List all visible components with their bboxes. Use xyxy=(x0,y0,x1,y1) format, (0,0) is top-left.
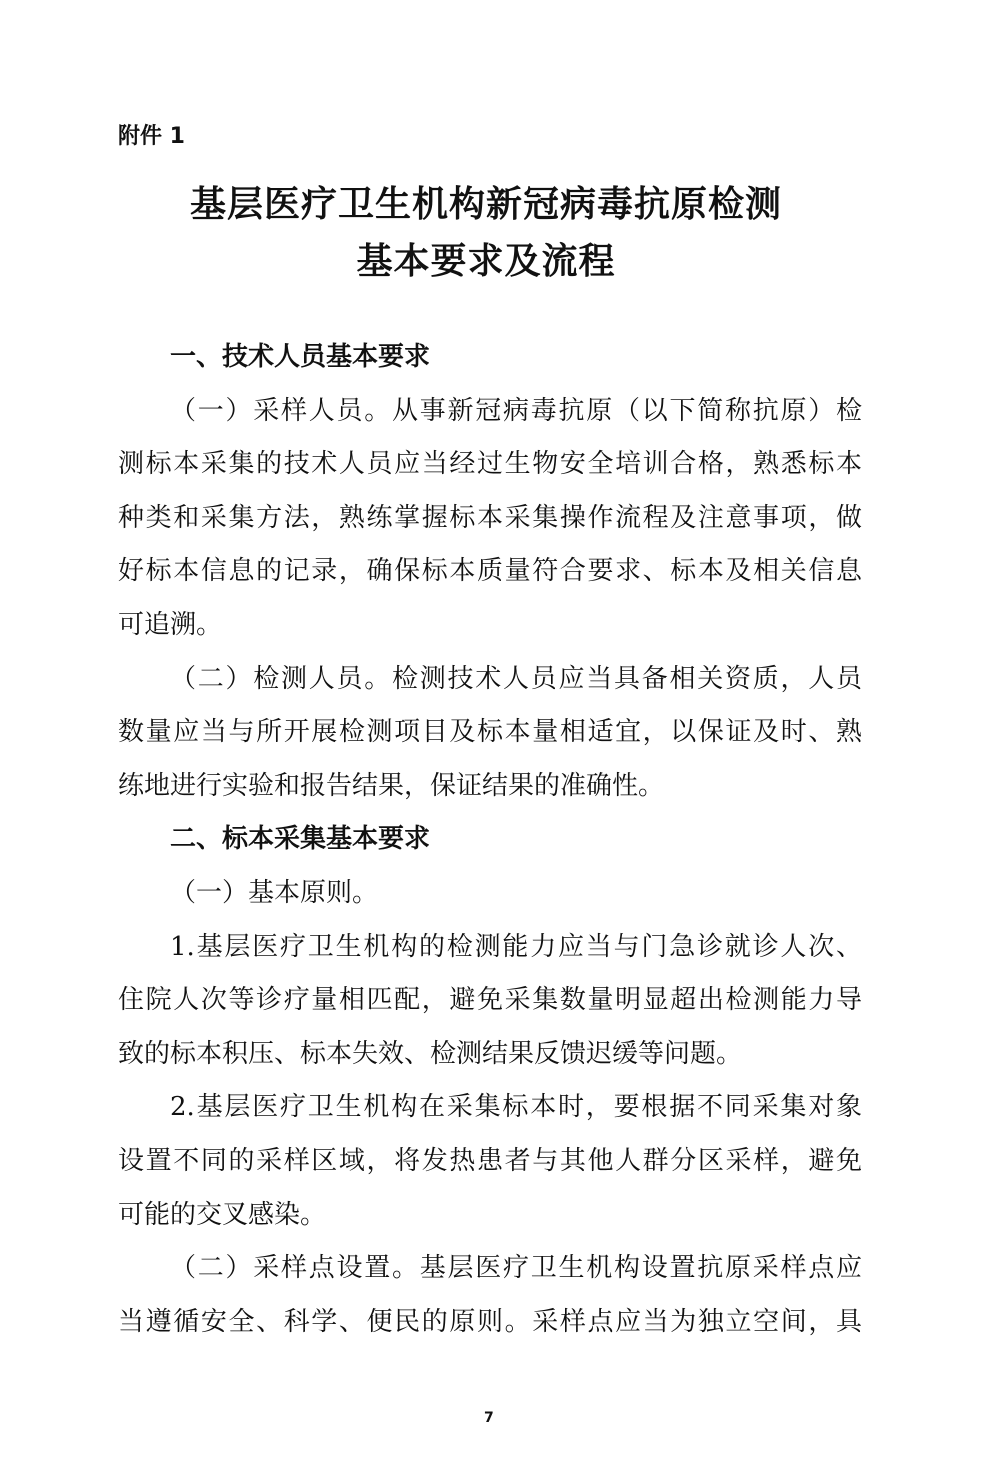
document-title-line-1: 基层医疗卫生机构新冠病毒抗原检测 xyxy=(189,184,782,225)
paragraph-line: （二）采样点设置。基层医疗卫生机构设置抗原采样点应 xyxy=(170,1253,862,1284)
paragraph-line: 可追溯。 xyxy=(118,609,223,640)
paragraph-line: 种类和采集方法，熟练掌握标本采集操作流程及注意事项，做 xyxy=(118,502,862,533)
paragraph-line: 好标本信息的记录，确保标本质量符合要求、标本及相关信息 xyxy=(118,556,862,587)
paragraph-line: （一）采样人员。从事新冠病毒抗原（以下简称抗原）检 xyxy=(170,395,862,426)
attachment-label: 附件 1 xyxy=(118,124,185,149)
paragraph-line: 设置不同的采样区域，将发热患者与其他人群分区采样，避免 xyxy=(118,1145,862,1176)
paragraph-line: 测标本采集的技术人员应当经过生物安全培训合格，熟悉标本 xyxy=(118,449,862,480)
page-number: 7 xyxy=(484,1410,494,1426)
subheading: （一）基本原则。 xyxy=(170,877,379,908)
paragraph-line: 致的标本积压、标本失效、检测结果反馈迟缓等问题。 xyxy=(118,1038,743,1069)
paragraph-line: 练地进行实验和报告结果，保证结果的准确性。 xyxy=(118,770,665,801)
paragraph-line: 当遵循安全、科学、便民的原则。采样点应当为独立空间，具 xyxy=(118,1306,862,1337)
paragraph-line: 可能的交叉感染。 xyxy=(118,1199,327,1230)
paragraph-line: 2.基层医疗卫生机构在采集标本时，要根据不同采集对象 xyxy=(170,1092,862,1123)
paragraph-line: （二）检测人员。检测技术人员应当具备相关资质，人员 xyxy=(170,663,862,694)
section-heading-1: 一、技术人员基本要求 xyxy=(170,342,431,372)
paragraph-line: 1.基层医疗卫生机构的检测能力应当与门急诊就诊人次、 xyxy=(170,931,862,962)
document-body xyxy=(118,331,862,1349)
paragraph-line: 数量应当与所开展检测项目及标本量相适宜，以保证及时、熟 xyxy=(118,717,862,748)
document-title-line-2: 基本要求及流程 xyxy=(356,241,616,282)
section-heading-2: 二、标本采集基本要求 xyxy=(170,824,431,855)
paragraph-line: 住院人次等诊疗量相匹配，避免采集数量明显超出检测能力导 xyxy=(118,985,862,1016)
